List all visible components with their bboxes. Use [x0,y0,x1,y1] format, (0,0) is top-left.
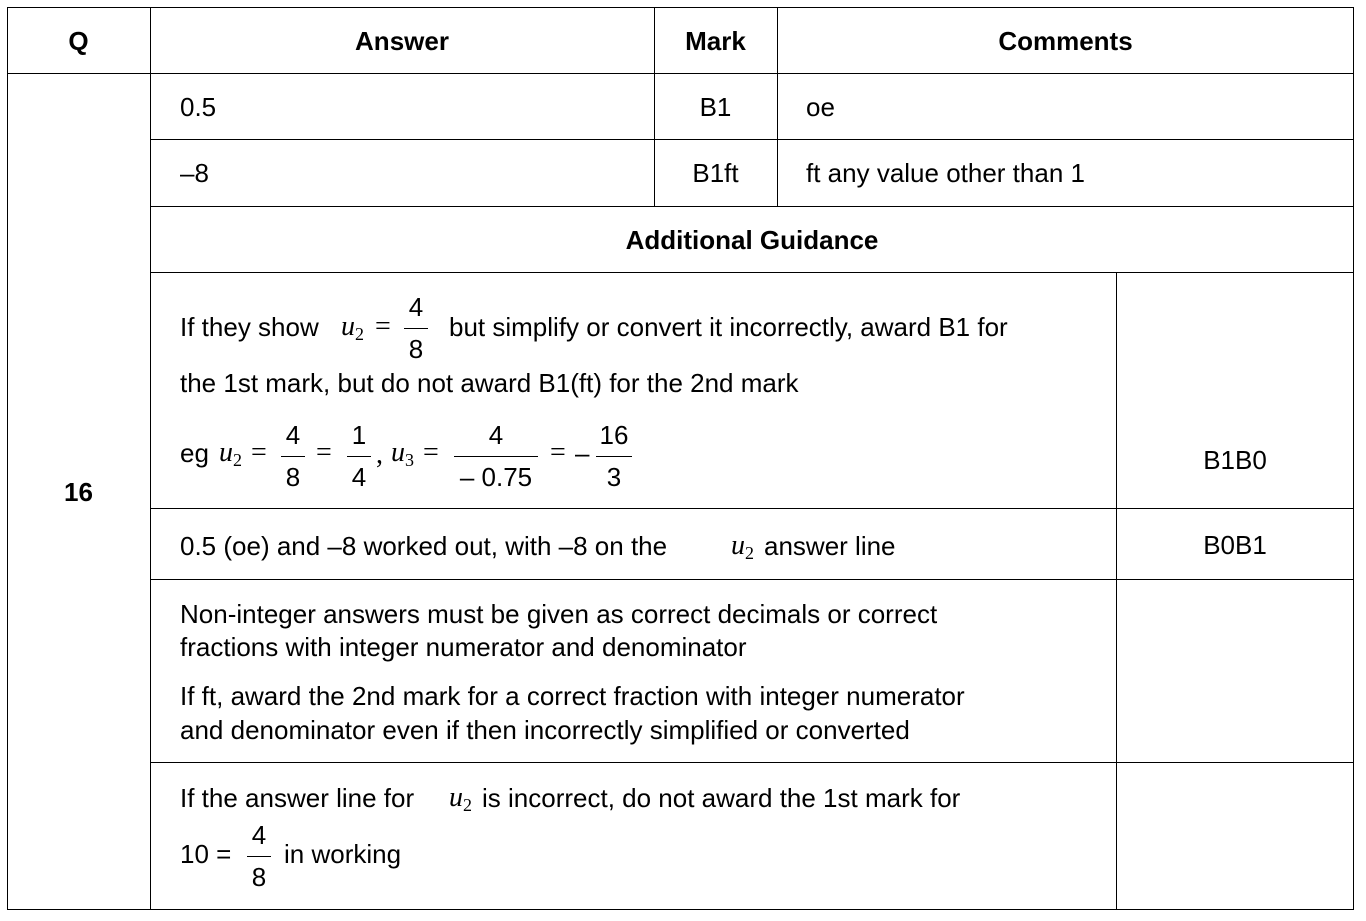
guidance1-fraction-bar [404,328,428,329]
table-border-left [7,7,8,910]
guidance3-p2b: and denominator even if then incorrectly simplified or converted [180,715,910,745]
header-mark: Mark [685,26,746,56]
guidance1-eg-comma: , [376,439,383,470]
guidance4-fraction [245,820,273,892]
header-comments: Comments [998,26,1133,56]
guidance1-u2: $u_2$ [341,311,364,344]
header-answer: Answer [355,26,449,56]
row2-bottom-line [150,206,1354,207]
row1-mark: B1 [699,92,732,122]
guidance1-equals: = [375,311,391,342]
guidance1-eg-eq3: = [423,437,439,468]
guidance-title-bottom-line [150,272,1354,273]
guidance1-eg-u3: $u_3$ [391,437,414,470]
row1-bottom-line [150,139,1354,140]
guidance3-p1a: Non-integer answers must be given as correct decimals or correct [180,599,938,629]
guidance1-line1-post: but simplify or convert it incorrectly, award B1 for [449,312,1008,342]
question-number: 16 [64,477,93,507]
guidance1-eg-frac1-num: 4 [285,420,301,450]
guidance1-eg-frac4 [594,420,634,492]
guidance1-eg-eq2: = [316,437,332,468]
guidance1-bottom-line [150,508,1354,509]
guidance1-eg-frac3 [452,420,540,492]
row1-comment: oe [806,92,835,122]
guidance1-fraction-num: 4 [408,292,424,322]
guidance3-p1b: fractions with integer numerator and denominator [180,632,747,662]
guidance3-p2a: If ft, award the 2nd mark for a correct fraction with integer numerator [180,681,965,711]
guidance4-pre: If the answer line for [180,783,415,813]
guidance1-eg-frac2-bar [347,456,371,457]
guidance2-mark: B0B1 [1203,530,1267,560]
guidance4-fraction-num: 4 [251,820,267,850]
guidance4-fraction-den: 8 [251,862,267,892]
guidance1-eg-eq1: = [251,437,267,468]
guidance1-eg: eg [180,438,209,468]
guidance1-line2: the 1st mark, but do not award B1(ft) for the 2nd mark [180,368,799,398]
guidance1-eg-frac4-num: 16 [599,420,629,450]
guidance1-eg-frac3-bar [454,456,538,457]
guidance-title: Additional Guidance [625,225,879,255]
guidance4-tail: in working [284,839,402,869]
row2-answer: –8 [180,158,209,188]
guidance4-lhs: 10 = [180,839,232,869]
guidance3-bottom-line [150,762,1354,763]
guidance1-eg-frac1-bar [281,456,305,457]
guidance-mark-divider [1116,272,1117,910]
guidance4-u2: $u_2$ [449,782,472,815]
guidance1-eg-frac2 [345,420,373,492]
guidance1-eg-frac3-num: 4 [488,420,504,450]
guidance2-bottom-line [150,579,1354,580]
table-border-bottom [7,909,1354,910]
header-bottom-line [7,73,1354,74]
row2-comment: ft any value other than 1 [806,158,1085,188]
guidance1-eg-frac4-den: 3 [606,462,622,492]
guidance1-fraction-den: 8 [408,334,424,364]
q-column-divider [150,7,151,910]
guidance1-eg-frac1 [279,420,307,492]
guidance1-eg-frac1-den: 8 [285,462,301,492]
guidance1-eg-frac2-den: 4 [351,462,367,492]
row2-mark: B1ft [692,158,739,188]
guidance1-eg-u2: $u_2$ [219,437,242,470]
guidance1-eg-frac4-bar [596,456,632,457]
header-q: Q [68,26,89,56]
guidance1-eg-eq4: = [550,437,566,468]
guidance2-u2: $u_2$ [731,530,754,563]
guidance1-line1-pre: If they show [180,312,319,342]
guidance2-pre: 0.5 (oe) and –8 worked out, with –8 on the [180,531,668,561]
guidance1-eg-frac3-den: – 0.75 [459,462,533,492]
guidance2-post: answer line [764,531,896,561]
row1-answer: 0.5 [180,92,217,122]
guidance4-fraction-bar [247,856,271,857]
guidance4-post: is incorrect, do not award the 1st mark for [482,783,961,813]
table-border-top [7,7,1354,8]
guidance1-eg-minus: – [575,438,590,468]
guidance1-mark: B1B0 [1203,445,1267,475]
guidance1-eg-frac2-num: 1 [351,420,367,450]
guidance1-fraction [402,292,430,364]
